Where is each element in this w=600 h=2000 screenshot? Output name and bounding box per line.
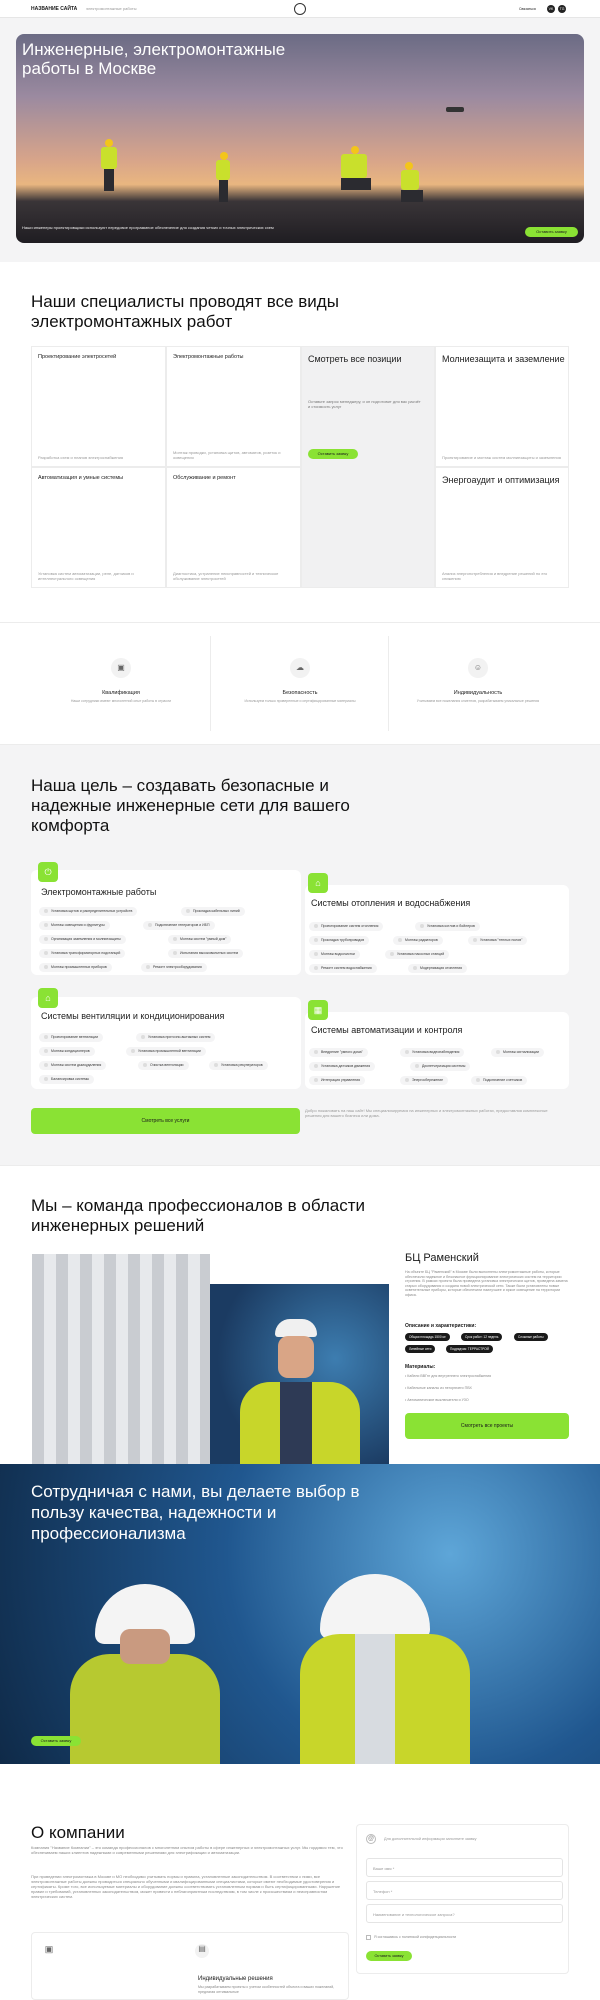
comment-field[interactable]: Наименование и технологическое запроса?	[366, 1904, 563, 1923]
category-tag[interactable]: Установка приточно-вытяжных систем	[136, 1033, 215, 1042]
form-note: Для дополнительной информации заполните заявку	[384, 1837, 477, 1841]
feature-item	[393, 658, 563, 704]
all-positions-title: Смотреть все позиции	[308, 354, 402, 364]
about-title: О компании	[31, 1823, 125, 1842]
at-icon: @	[367, 1836, 375, 1842]
feature-desc: Учитываем все пожелания клиентов, разрабатываем уникальные решения	[416, 699, 540, 703]
feature-desc: Используем только проверенные и сертифицированные материалы	[244, 699, 356, 703]
person-icon: ☺	[468, 658, 488, 678]
about-paragraph: При проведении электромонтажа в Москве и МО необходимо учитывать нормы и правила, установленные законодательством. В соответствии с ними, все электромонтажные работы должны проводиться специально обученными и квалифицированными специалистами, которые имеют необходимые удостоверения и сертификаты. Кроме того, все используемые материалы и оборудование должны соответствовать установленным нормам и быть сертифицированными. Нарушение правил и требований, установленных законодательством, может привести к неблагоприятным последствиям, в том числе к происшествиям и неисправностям электрических систем.	[31, 1874, 341, 1899]
warehouse-photo	[32, 1254, 210, 1471]
contacts-link[interactable]: Связаться	[519, 7, 536, 11]
submit-button[interactable]: Оставить заявку	[366, 1951, 412, 1961]
feature-item	[36, 658, 206, 704]
spec-tag: Общая площадь 1500 м²	[405, 1333, 450, 1341]
spec-tag: Сложные работы	[514, 1333, 548, 1341]
all-positions-desc: Оставьте запрос менеджеру, и он подготовит для вас расчёт и стоимость услуг	[308, 399, 421, 409]
category-tag[interactable]: Монтаж кондиционеров	[39, 1047, 95, 1056]
house-icon: ⌂	[308, 873, 328, 893]
category-tag[interactable]: Испытания высоковольтных систем	[168, 949, 243, 958]
materials-label: Материалы:	[405, 1364, 436, 1370]
hero-title: Инженерные, электромонтажные работы в Москве	[22, 40, 286, 78]
about-card-title: Индивидуальные решения	[198, 1976, 273, 1982]
category-tag[interactable]: Установка насосных станций	[385, 950, 449, 959]
all-positions-cta-button[interactable]: Оставить заявку	[308, 449, 358, 459]
goal-title: Наша цель – создавать безопасные и надежные инженерные сети для вашего комфорта	[31, 776, 350, 835]
category-tag[interactable]: Установка трансформаторных подстанций	[39, 949, 125, 958]
service-card-desc: Проектирование и монтаж систем молниезащиты и заземления	[442, 455, 561, 460]
category-tag[interactable]: Монтаж промышленных приборов	[39, 963, 112, 972]
service-card[interactable]	[31, 346, 166, 467]
category-tag[interactable]: Внедрение "умного дома"	[309, 1048, 368, 1057]
about-card-desc: Мы разрабатываем проекты с учетом особенностей объекта и ваших пожеланий, предлагая оптимальные	[198, 1985, 335, 1994]
name-field[interactable]: Ваше имя *	[366, 1858, 563, 1877]
consent-checkbox[interactable]	[366, 1935, 371, 1940]
service-card[interactable]	[435, 346, 569, 467]
category-title: Электромонтажные работы	[41, 887, 157, 897]
category-tag[interactable]: Интеграция управления	[309, 1076, 365, 1085]
spec-tag: Линейные сети	[405, 1345, 435, 1353]
service-card-title: Электромонтажные работы	[173, 354, 244, 360]
category-tag[interactable]: Подключение генераторов и ИБП	[143, 921, 215, 930]
service-card-desc: Диагностика, устранение неисправностей и техническое обслуживание электросетей	[173, 571, 279, 581]
logo-icon[interactable]	[294, 3, 306, 15]
material-item: • Кабели ВВГнг для внутреннего электроснабжения	[405, 1374, 492, 1378]
feature-title: Квалификация	[102, 690, 140, 696]
category-tag[interactable]: Проектирование систем отопления	[309, 922, 383, 931]
category-tag[interactable]: Диспетчеризация системы	[410, 1062, 470, 1071]
feature-desc: Наши сотрудники имеют многолетний опыт работы в отрасли	[70, 699, 172, 703]
category-card	[305, 878, 569, 975]
service-card[interactable]	[166, 467, 301, 588]
project-description: На объекте БЦ "Раменский" в Москве были выполнены электромонтажные работы, которые обеспечили надежное и безопасное функционирование электрических систем на территории строения. В рамках проекта была проведена установка электрических щитов, проведена замена старых оборудования и создана новой электрической сети. Также были установлены новые осветительные приборы, которые обеспечили наилучшее и яркое освещение на территории офиса.	[405, 1270, 568, 1297]
category-title: Системы вентиляции и кондиционирования	[41, 1011, 225, 1021]
site-name[interactable]: НАЗВАНИЕ САЙТА	[31, 6, 78, 12]
service-card-title: Проектирование электросетей	[38, 354, 117, 360]
category-tag[interactable]: Установка промышленной вентиляции	[126, 1047, 206, 1056]
category-tag[interactable]: Монтаж водоочистки	[309, 950, 360, 959]
category-tag[interactable]: Монтаж сигнализации	[491, 1048, 544, 1057]
divider	[210, 636, 211, 731]
category-tag[interactable]: Организация заземления и молниезащиты	[39, 935, 126, 944]
service-card-desc: Разработка схем и планов электроснабжения	[38, 455, 123, 460]
category-tag[interactable]: Подключение счетчиков	[471, 1076, 527, 1085]
all-services-button[interactable]: Смотреть все услуги	[31, 1108, 300, 1134]
service-card-title: Энергоаудит и оптимизация	[442, 475, 560, 485]
category-tag[interactable]: Установка видеонаблюдения	[400, 1048, 464, 1057]
category-tag[interactable]: Установка рекуператоров	[209, 1061, 268, 1070]
category-tag[interactable]: Монтаж систем "умный дом"	[168, 935, 231, 944]
service-card-desc: Установка систем автоматизации, реле, датчиков и интеллектуального освещения	[38, 571, 134, 581]
spec-tag: Срок работ: 12 недель	[461, 1333, 502, 1341]
cooperation-banner	[0, 1464, 600, 1764]
specs-label: Описание и характеристики:	[405, 1323, 477, 1329]
service-card-title: Автоматизация и умные системы	[38, 475, 124, 481]
category-tag[interactable]: Проектирование вентиляции	[39, 1033, 103, 1042]
cloud-icon: ☁	[290, 658, 310, 678]
service-card[interactable]	[31, 467, 166, 588]
building-icon: ⌂	[38, 988, 58, 1008]
service-card[interactable]	[435, 467, 569, 588]
all-projects-button[interactable]: Смотреть все проекты	[405, 1413, 569, 1439]
cooperation-cta-button[interactable]: Оставить заявку	[31, 1736, 81, 1746]
category-tag[interactable]: Монтаж систем дымоудаления	[39, 1061, 106, 1070]
category-tag[interactable]: Ремонт электрооборудования	[141, 963, 207, 972]
service-card[interactable]	[166, 346, 301, 467]
cooperation-title: Сотрудничая с нами, вы делаете выбор в пользу качества, надежности и профессионализма	[31, 1482, 360, 1543]
service-card-desc: Монтаж проводки, установка щитов, автоматов, розеток и освещения	[173, 450, 281, 460]
vk-icon[interactable]: VK	[548, 7, 554, 11]
hero-description: Наши инженеры проектировщики используют передовое программное обеспечение для создания четких и точных электрических схем	[22, 225, 274, 230]
services-title: Наши специалисты проводят все виды электромонтажных работ	[31, 292, 339, 331]
drone-icon	[446, 107, 464, 112]
category-tag[interactable]: Очистка вентиляции	[138, 1061, 189, 1070]
about-card	[31, 1932, 349, 2000]
material-item: • Автоматические выключатели и УЗО	[405, 1398, 469, 1402]
divider	[388, 636, 389, 731]
goal-note: Добро пожаловать на наш сайт! Мы специализируемся на инженерных и электромонтажных работах, предоставляя комплексные решения для вашего бизнеса или дома.	[305, 1108, 548, 1118]
service-card-title: Обслуживание и ремонт	[173, 475, 236, 481]
consent-label[interactable]: Я соглашаюсь с политикой конфиденциальности	[374, 1935, 457, 1939]
team-title: Мы – команда профессионалов в области инженерных решений	[31, 1196, 365, 1235]
category-tag[interactable]: Прокладка кабельных линий	[181, 907, 245, 916]
service-card-title: Молниезащита и заземление	[442, 354, 565, 364]
certificate-icon: ▣	[44, 1944, 54, 1954]
document-icon: ▤	[195, 1944, 209, 1958]
engineer-photo	[210, 1284, 389, 1471]
site-subtitle: электромонтажные работы	[86, 6, 137, 11]
plug-icon: ⏻	[38, 862, 58, 882]
category-tag[interactable]: Монтаж радиаторов	[393, 936, 443, 945]
cpu-icon: ▦	[308, 1000, 328, 1020]
category-card	[31, 993, 301, 1089]
feature-title: Индивидуальность	[453, 690, 503, 696]
hero-cta-button[interactable]: Оставить заявку	[525, 227, 578, 237]
category-tag[interactable]: Ремонт систем водоснабжения	[309, 964, 377, 973]
category-title: Системы отопления и водоснабжения	[311, 898, 471, 908]
category-tag[interactable]: Балансировка системы	[39, 1075, 94, 1084]
certificate-icon: ▣	[111, 658, 131, 678]
category-tag[interactable]: Установка датчиков движения	[309, 1062, 375, 1071]
all-positions-card[interactable]	[301, 346, 435, 588]
category-tag[interactable]: Установка котлов и бойлеров	[415, 922, 480, 931]
about-paragraph: Компания "Название Компании" – это команда профессионалов с многолетним опытом работы в сфере инженерных и электромонтажных услуг. Мы гордимся тем, что обеспечиваем наших клиентов надежными и современными решениями для электрификации и автоматизации.	[31, 1845, 343, 1855]
phone-field[interactable]: Телефон *	[366, 1881, 563, 1900]
project-title: БЦ Раменский	[405, 1252, 479, 1264]
site-header	[0, 0, 600, 18]
category-tag[interactable]: Модернизация отопления	[408, 964, 467, 973]
feature-item	[215, 658, 385, 704]
category-tag[interactable]: Установка "теплых полов"	[468, 936, 527, 945]
feature-title: Безопасность	[282, 690, 318, 696]
service-card-desc: Анализ энергопотребления и внедрение решений по его снижению	[442, 571, 548, 581]
category-tag[interactable]: Энергосбережение	[400, 1076, 448, 1085]
category-tag[interactable]: Установка щитов и распределительных устройств	[39, 907, 137, 916]
category-card	[305, 1005, 569, 1089]
material-item: • Кабельные каналы из негорючего ПВХ	[405, 1386, 472, 1390]
category-tag[interactable]: Монтаж освещения и фурнитуры	[39, 921, 110, 930]
category-card	[31, 867, 301, 975]
spec-tag: Подрядчик: ТЕРРАСТРОЙ	[446, 1345, 493, 1353]
telegram-icon[interactable]: TG	[559, 7, 565, 11]
category-tag[interactable]: Прокладка трубопроводов	[309, 936, 369, 945]
category-title: Системы автоматизации и контроля	[311, 1025, 463, 1035]
